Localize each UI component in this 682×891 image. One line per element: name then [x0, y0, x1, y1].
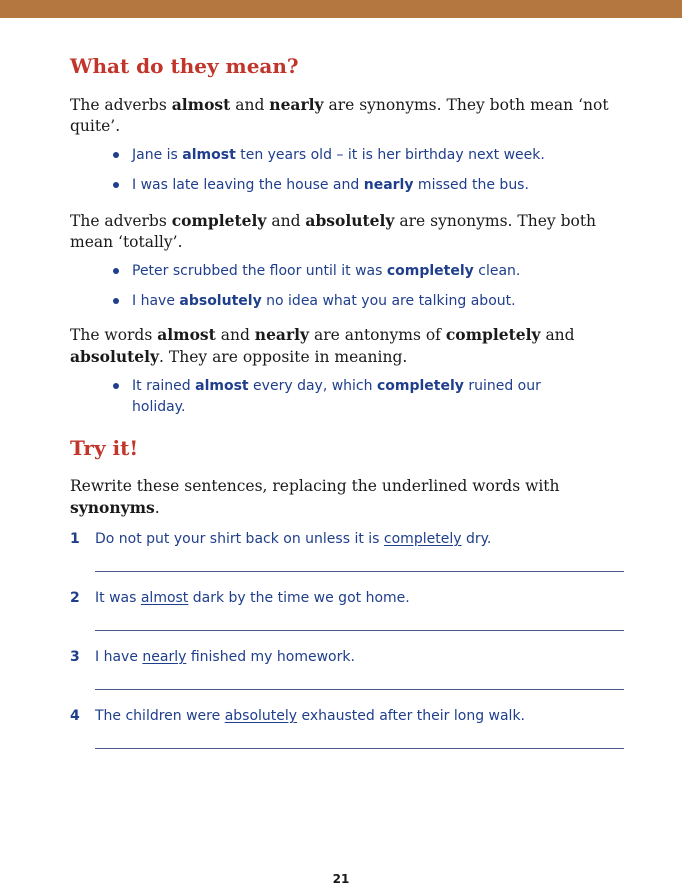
example-list-2 [70, 261, 626, 312]
bullet-icon [113, 298, 119, 304]
paragraph-antonyms: The words almost and nearly are antonyms of completely and absolutely. They are opposite in meaning. [70, 325, 575, 366]
bullet-icon [113, 182, 119, 188]
bullet-icon [113, 268, 119, 274]
question-number: 2 [70, 590, 80, 606]
section-title-try-it: Try it! [70, 436, 139, 460]
page-content [70, 50, 626, 763]
answer-line[interactable] [95, 630, 624, 631]
question-number: 1 [70, 531, 80, 547]
question-2 [70, 586, 626, 645]
question-text: I have nearly finished my homework. [95, 649, 355, 665]
section-title-meaning: What do they mean? [70, 54, 299, 78]
answer-line[interactable] [95, 748, 624, 749]
question-number: 3 [70, 649, 80, 665]
list-item: Peter scrubbed the floor until it was completely clean. [130, 261, 626, 282]
page-number: 21 [332, 872, 350, 886]
answer-line[interactable] [95, 689, 624, 690]
question-number: 4 [70, 708, 80, 724]
list-item: I was late leaving the house and nearly missed the bus. [130, 175, 626, 196]
list-item: Jane is almost ten years old – it is her birthday next week. [130, 145, 626, 166]
example-list-1 [70, 145, 626, 196]
list-item: I have absolutely no idea what you are talking about. [130, 291, 626, 312]
answer-line[interactable] [95, 571, 624, 572]
question-text: Do not put your shirt back on unless it is completely dry. [95, 531, 492, 547]
question-text: It was almost dark by the time we got home. [95, 590, 410, 606]
list-item: It rained almost every day, which completely ruined our holiday. [130, 376, 626, 418]
question-4 [70, 704, 626, 763]
paragraph-completely-absolutely: The adverbs completely and absolutely are synonyms. They both mean ‘totally’. [70, 211, 597, 251]
bullet-icon [113, 383, 119, 389]
example-list-3 [70, 376, 626, 418]
question-3 [70, 645, 626, 704]
question-text: The children were absolutely exhausted after their long walk. [95, 708, 526, 724]
top-color-bar [0, 0, 682, 18]
bullet-icon [113, 152, 119, 158]
question-list [70, 527, 626, 763]
instruction-text: Rewrite these sentences, replacing the underlined words with synonyms. [70, 477, 560, 517]
question-1 [70, 527, 626, 586]
paragraph-almost-nearly: The adverbs almost and nearly are synonyms. They both mean ‘not quite’. [70, 95, 609, 135]
